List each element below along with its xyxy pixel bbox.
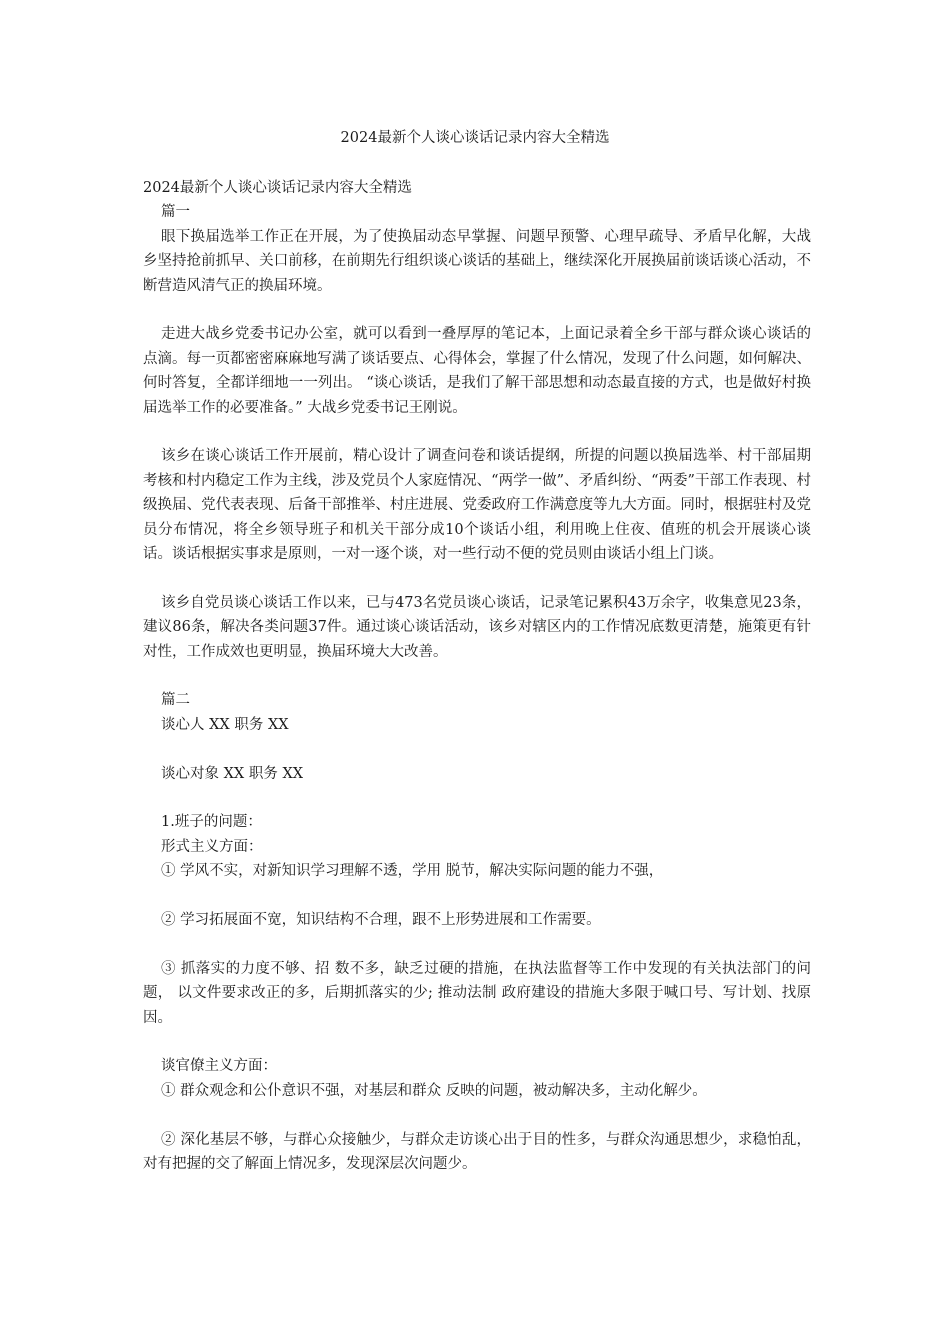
section-heading: 1.班子的问题： [161, 814, 262, 831]
part1-paragraph: 该乡自党员谈心谈话工作以来，已与473名党员谈心谈话，记录笔记累积43万余字，收集意见23条，建议86条，解决各类问题37件。通过谈心谈话活动，该乡对辖区内的工作情况底数更清楚，施策更有针对性，工作成效也更明显，换届环境大大改善。 [143, 594, 811, 660]
talker-line: 谈心人 XX 职务 XX [161, 716, 289, 733]
bureaucracy-heading: 谈官僚主义方面： [161, 1058, 277, 1075]
document-subtitle: 2024最新个人谈心谈话记录内容大全精选 [143, 180, 412, 196]
part1-paragraph: 眼下换届选举工作正在开展，为了使换届动态早掌握、问题早预警、心理早疏导、矛盾早化解，大战乡坚持抢前抓早、关口前移，在前期先行组织谈心谈话的基础上，继续深化开展换届前谈话谈心活动，不断营造风清气正的换届环境。 [143, 228, 811, 294]
formalism-item: ② 学习拓展面不宽，知识结构不合理，跟不上形势进展和工作需要。 [161, 912, 601, 929]
bureaucracy-item: ① 群众观念和公仆意识不强，对基层和群众 反映的问题，被动解决多，主动化解少。 [161, 1082, 707, 1099]
document-title: 2024最新个人谈心谈话记录内容大全精选 [340, 130, 610, 146]
part1-paragraph: 走进大战乡党委书记办公室，就可以看到一叠厚厚的笔记本，上面记录着全乡干部与群众谈心谈话的点滴。每一页都密密麻麻地写满了谈话要点、心得体会，掌握了什么情况，发现了什么问题，如何解决、何时答复，全都详细地一一列出。 “谈心谈话，是我们了解干部思想和动态最直接的方式，也是做好村换届选举工作的必要准备。” 大战乡党委书记王刚说。 [143, 326, 811, 416]
formalism-heading: 形式主义方面： [161, 838, 263, 855]
formalism-item: ① 学风不实，对新知识学习理解不透，学用 脱节，解决实际问题的能力不强， [161, 863, 664, 880]
target-line: 谈心对象 XX 职务 XX [161, 765, 304, 782]
part1-paragraph: 该乡在谈心谈话工作开展前，精心设计了调查问卷和谈话提纲，所提的问题以换届选举、村干部届期考核和村内稳定工作为主线，涉及党员个人家庭情况、“两学一做”、矛盾纠纷、“两委”干部工作表现、村级换届、党代表表现、后备干部推举、村庄进展、党委政府工作满意度等九大方面。同时，根据驻村及党员分布情况，将全乡领导班子和机关干部分成10个谈话小组，利用晚上住夜、值班的机会开展谈心谈话。谈话根据实事求是原则，一对一逐个谈，对一些行动不便的党员则由谈话小组上门谈。 [143, 448, 811, 563]
document-body [143, 176, 811, 1177]
part1-heading: 篇一 [161, 204, 190, 221]
formalism-item: ③ 抓落实的力度不够、招 数不多，缺乏过硬的措施，在执法监督等工作中发现的有关执法部门的问题， 以文件要求改正的多，后期抓落实的少; 推动法制 政府建设的措施大多限于喊口号、写计划、找原因。 [143, 960, 811, 1026]
bureaucracy-item: ② 深化基层不够，与群心众接触少，与群众走访谈心出于目的性多，与群众沟通思想少，求稳怕乱，对有把握的交了解面上情况多，发现深层次问题少。 [143, 1131, 811, 1173]
part2-heading: 篇二 [161, 692, 190, 709]
